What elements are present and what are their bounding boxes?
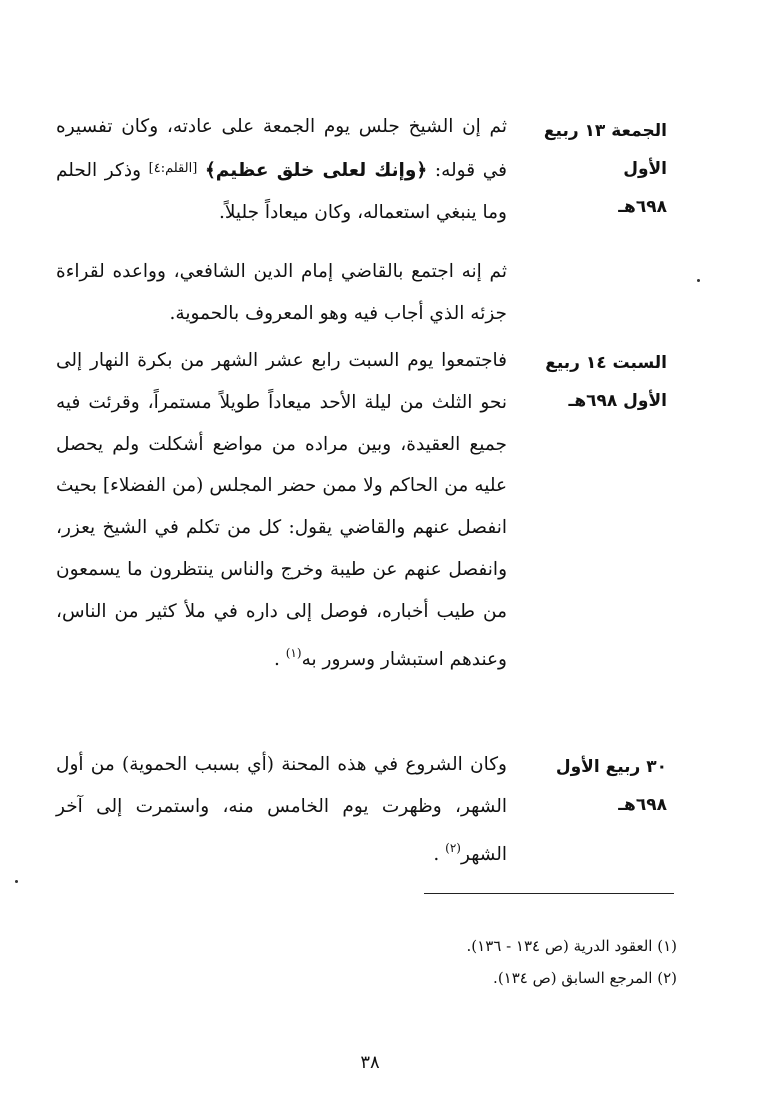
footnote-1: (١) العقود الدرية (ص ١٣٤ - ١٣٦).	[466, 937, 677, 955]
paragraph-2-text: ثم إنه اجتمع بالقاضي إمام الدين الشافعي، وواعده لقراءة جزئه الذي أجاب فيه وهو المعروف بالحموية.	[56, 261, 507, 324]
paragraph-1	[56, 106, 507, 233]
margin-date-3	[517, 748, 667, 824]
quran-verse: ﴿وإنك لعلى خلق عظيم﴾	[204, 159, 428, 181]
margin-date-1-line1: الجمعة ١٣ ربيع الأول	[543, 121, 667, 179]
scan-speck	[15, 880, 18, 883]
paragraph-2	[56, 251, 507, 335]
paragraph-1-text-before: ثم إن الشيخ جلس يوم الجمعة على عادته، وكان تفسيره في قوله:	[56, 116, 507, 181]
footnote-divider	[424, 893, 674, 894]
paragraph-3-end: .	[273, 648, 286, 670]
paragraph-4-body	[56, 744, 507, 875]
footnote-mark-1[interactable]: (١)	[285, 645, 302, 660]
paragraph-4-end: .	[433, 843, 446, 865]
margin-date-3-line1: ٣٠ ربيع الأول	[555, 757, 667, 777]
footnotes	[250, 930, 677, 994]
margin-date-1-line2: ٦٩٨هـ	[618, 197, 667, 217]
footnote-2: (٢) المرجع السابق (ص ١٣٤).	[493, 969, 677, 987]
paragraph-4-text: وكان الشروع في هذه المحنة (أي بسبب الحموية) من أول الشهر، وظهرت يوم الخامس منه، واستمرت إلى آخر الشهر	[56, 754, 507, 865]
paragraph-1-body	[56, 106, 507, 233]
paragraph-1-text-after: وذكر الحلم وما ينبغي استعماله، وكان ميعاداً جليلاً.	[56, 159, 507, 223]
margin-date-2-line1: السبت ١٤ ربيع	[545, 353, 667, 373]
footnote-mark-2[interactable]: (٢)	[445, 840, 461, 855]
paragraph-3-body	[56, 340, 507, 680]
margin-date-2	[517, 344, 667, 420]
scan-speck	[697, 279, 700, 282]
paragraph-4	[56, 744, 507, 875]
margin-date-2-line2: الأول ٦٩٨هـ	[568, 391, 667, 411]
margin-date-3-line2: ٦٩٨هـ	[618, 795, 667, 815]
page-number: ٣٨	[360, 1052, 380, 1073]
paragraph-3-text: فاجتمعوا يوم السبت رابع عشر الشهر من بكرة النهار إلى نحو الثلث من ليلة الأحد ميعاداً طويلاً مستمراً، وقرئت فيه جميع العقيدة، وبين مراده من مواضع أشكلت ولم يحصل عليه من الحاكم ولا ممن حضر المجلس (من الفضلاء] بحيث انفصل عنهم والقاضي يقول: كل من تكلم في الشيخ يعزر، وانفصل عنهم عن طيبة وخرج والناس ينتظرون ما يسمعون من طيب أخباره، فوصل إلى داره في ملأ كثير من الناس، وعندهم استبشار وسرور به	[56, 350, 507, 670]
quran-reference: [القلم:٤]	[148, 160, 198, 176]
paragraph-3	[56, 340, 507, 680]
margin-date-1	[517, 112, 667, 226]
